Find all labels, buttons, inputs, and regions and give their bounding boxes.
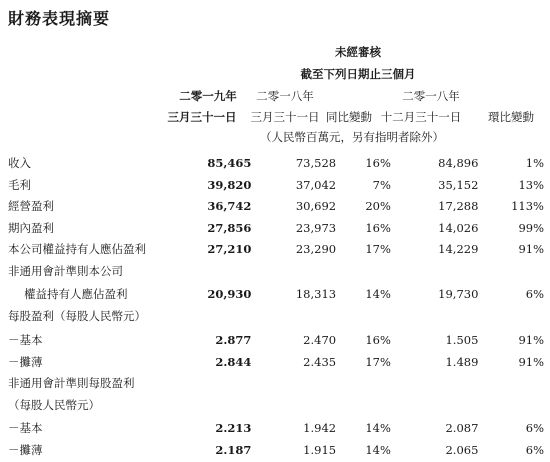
cell-2018-q4: 2.087 bbox=[445, 421, 479, 435]
cell-2018-q4: 14,026 bbox=[438, 220, 479, 235]
cell-2019-q1: 2.213 bbox=[215, 421, 252, 435]
table-row bbox=[8, 395, 544, 417]
cell-yoy bbox=[336, 261, 391, 283]
cell-2018-q4: 1.505 bbox=[445, 332, 479, 347]
cell-yoy: 14% bbox=[365, 443, 391, 457]
cell-2019-q1: 39,820 bbox=[207, 177, 252, 192]
cell-2018-q4 bbox=[391, 261, 478, 283]
cell-yoy bbox=[336, 395, 391, 417]
row-label: 收入 bbox=[8, 156, 31, 170]
cell-2018-q1: 1.915 bbox=[303, 443, 337, 457]
cell-qoq: 91% bbox=[518, 242, 544, 256]
cell-2018-q1 bbox=[251, 395, 336, 417]
table-row bbox=[8, 328, 544, 352]
cell-2018-q1: 2.435 bbox=[303, 354, 337, 369]
cell-yoy: 16% bbox=[365, 332, 391, 347]
row-label: －基本 bbox=[8, 421, 43, 435]
cell-yoy bbox=[336, 306, 391, 328]
cell-2019-q1 bbox=[204, 306, 252, 328]
cell-2018-q4: 84,896 bbox=[438, 156, 479, 170]
cell-2018-q1: 30,692 bbox=[295, 199, 337, 213]
cell-2018-q1: 37,042 bbox=[295, 177, 337, 192]
cell-2018-q1: 23,290 bbox=[295, 242, 337, 256]
cell-2019-q1: 2.844 bbox=[215, 354, 252, 369]
cell-2018-q1 bbox=[251, 306, 336, 328]
cell-qoq: 113% bbox=[511, 199, 544, 213]
cell-2019-q1: 2.877 bbox=[215, 332, 252, 347]
row-label: 毛利 bbox=[8, 177, 31, 192]
cell-qoq: 13% bbox=[518, 177, 544, 192]
row-label: 本公司權益持有人應佔盈利 bbox=[8, 242, 146, 256]
cell-2019-q1 bbox=[204, 261, 252, 283]
table-row bbox=[8, 239, 544, 261]
header-yoy: 同比變動 bbox=[326, 110, 372, 124]
row-label: 期內盈利 bbox=[8, 220, 54, 235]
cell-2018-q1: 23,973 bbox=[295, 220, 337, 235]
cell-2018-q1: 18,313 bbox=[295, 287, 337, 301]
cell-yoy: 20% bbox=[365, 199, 391, 213]
cell-2018-q1 bbox=[251, 261, 336, 283]
row-label: －攤薄 bbox=[8, 354, 43, 369]
cell-2019-q1 bbox=[204, 395, 252, 417]
cell-yoy: 16% bbox=[365, 156, 391, 170]
cell-2018-q4 bbox=[391, 373, 478, 395]
table-row bbox=[8, 218, 544, 240]
cell-qoq: 99% bbox=[518, 220, 544, 235]
row-label: －基本 bbox=[8, 332, 43, 347]
cell-2018-q4: 14,229 bbox=[438, 242, 479, 256]
header-col2-date: 三月三十一日 bbox=[250, 110, 320, 124]
table-row bbox=[8, 440, 544, 462]
header-col1-year: 二零一九年 bbox=[179, 89, 237, 103]
cell-2018-q1: 1.942 bbox=[303, 421, 337, 435]
cell-2019-q1: 2.187 bbox=[215, 443, 252, 457]
cell-2018-q4: 1.489 bbox=[445, 354, 479, 369]
cell-qoq: 91% bbox=[518, 354, 544, 369]
header-qoq: 環比變動 bbox=[488, 110, 534, 124]
table-row bbox=[8, 352, 544, 374]
cell-qoq: 6% bbox=[525, 287, 544, 301]
cell-2019-q1 bbox=[204, 373, 252, 395]
cell-2019-q1: 20,930 bbox=[207, 287, 252, 301]
cell-yoy bbox=[336, 373, 391, 395]
header-col2-year: 二零一八年 bbox=[256, 89, 314, 103]
cell-qoq bbox=[478, 306, 544, 328]
cell-yoy: 14% bbox=[365, 287, 391, 301]
cell-2018-q4: 17,288 bbox=[438, 199, 479, 213]
cell-qoq bbox=[478, 261, 544, 283]
row-label: －攤薄 bbox=[8, 443, 43, 457]
table-row bbox=[8, 306, 544, 328]
cell-qoq bbox=[478, 373, 544, 395]
table-row bbox=[8, 373, 544, 395]
table-row bbox=[8, 416, 544, 440]
table-row bbox=[8, 282, 544, 306]
header-period: 截至下列日期止三個月 bbox=[300, 67, 416, 81]
cell-yoy: 17% bbox=[365, 242, 391, 256]
cell-2018-q4 bbox=[391, 395, 478, 417]
cell-yoy: 17% bbox=[365, 354, 391, 369]
cell-2018-q4: 19,730 bbox=[438, 287, 479, 301]
row-label: 非通用會計準則每股盈利 bbox=[8, 376, 135, 390]
cell-qoq: 1% bbox=[525, 156, 544, 170]
row-label: （每股人民幣元） bbox=[8, 397, 100, 412]
header-unaudited: 未經審核 bbox=[335, 45, 381, 59]
row-label: 經營盈利 bbox=[8, 199, 54, 213]
cell-qoq: 6% bbox=[525, 443, 544, 457]
cell-2018-q4: 35,152 bbox=[438, 177, 479, 192]
cell-2018-q1: 73,528 bbox=[295, 156, 337, 170]
table-row bbox=[8, 153, 544, 175]
page-title: 財務表現摘要 bbox=[8, 9, 111, 28]
cell-2018-q1 bbox=[251, 373, 336, 395]
cell-qoq: 91% bbox=[518, 332, 544, 347]
cell-2019-q1: 85,465 bbox=[207, 156, 252, 170]
table-row bbox=[8, 261, 544, 283]
financial-summary-table bbox=[8, 153, 544, 462]
header-col1-date: 三月三十一日 bbox=[167, 110, 237, 124]
cell-qoq bbox=[478, 395, 544, 417]
row-label: 非通用會計準則本公司 bbox=[8, 263, 123, 278]
header-col4-date: 十二月三十一日 bbox=[380, 110, 462, 124]
cell-yoy: 7% bbox=[372, 177, 391, 192]
cell-yoy: 16% bbox=[365, 220, 391, 235]
cell-2019-q1: 36,742 bbox=[207, 199, 252, 213]
cell-yoy: 14% bbox=[365, 421, 391, 435]
row-label: 每股盈利（每股人民幣元） bbox=[8, 309, 146, 323]
cell-2018-q4 bbox=[391, 306, 478, 328]
cell-qoq: 6% bbox=[525, 421, 544, 435]
cell-2018-q4: 2.065 bbox=[445, 443, 479, 457]
table-row bbox=[8, 196, 544, 218]
cell-2019-q1: 27,856 bbox=[207, 220, 252, 235]
header-col4-year: 二零一八年 bbox=[402, 89, 460, 103]
cell-2018-q1: 2.470 bbox=[303, 332, 337, 347]
row-label: 權益持有人應佔盈利 bbox=[24, 287, 128, 301]
header-unit: （人民幣百萬元，另有指明者除外） bbox=[260, 130, 444, 144]
table-row bbox=[8, 175, 544, 197]
cell-2019-q1: 27,210 bbox=[207, 242, 252, 256]
